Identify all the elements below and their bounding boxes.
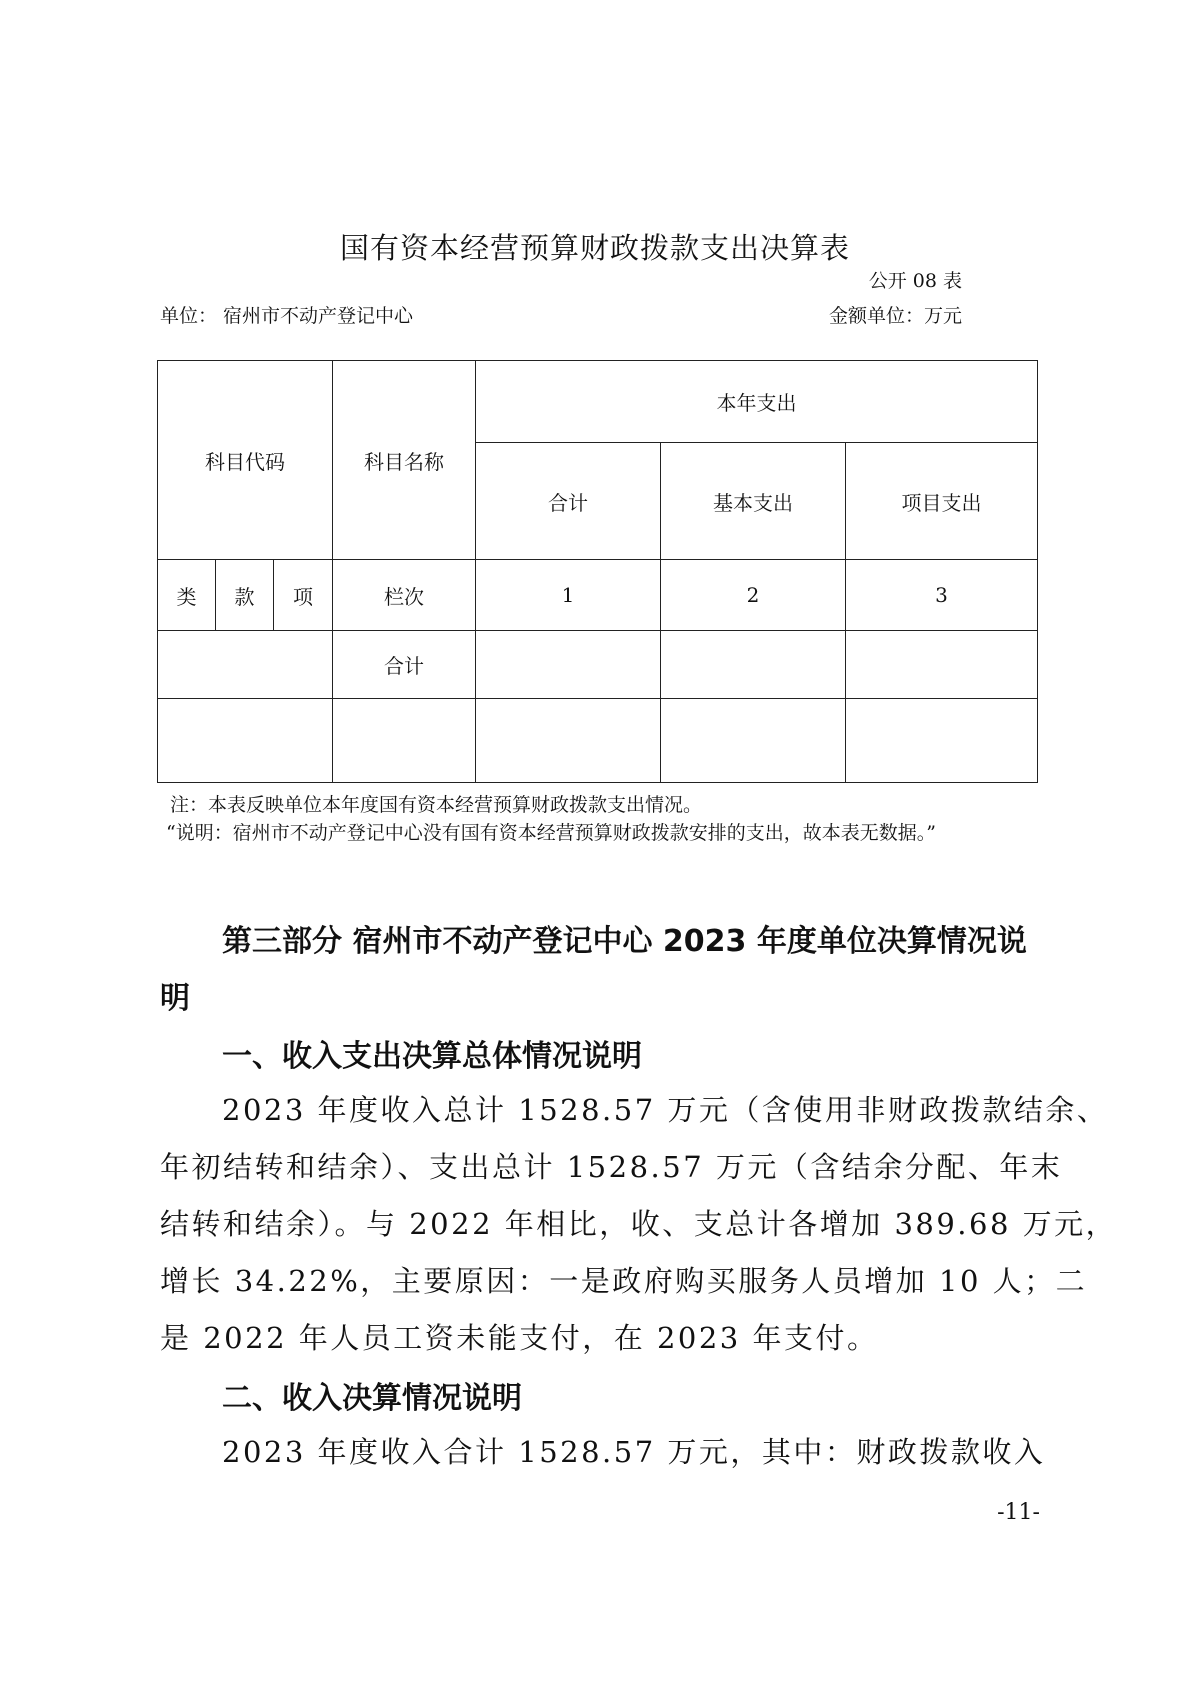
- paragraph-line: 2023 年度收入合计 1528.57 万元，其中：财政拨款收入: [222, 1435, 1046, 1469]
- column-number-1: 1: [476, 560, 661, 631]
- basic-expenditure-header: 基本支出: [661, 443, 846, 560]
- form-number: 公开 08 表: [868, 270, 962, 292]
- project-expenditure-header: 项目支出: [846, 443, 1038, 560]
- table-note: 注：本表反映单位本年度国有资本经营预算财政拨款支出情况。: [170, 794, 703, 816]
- table-row: [158, 631, 1038, 699]
- page-number: -11-: [997, 1500, 1040, 1525]
- empty-row-basic: [661, 699, 846, 783]
- year-expenditure-header: 本年支出: [476, 361, 1038, 443]
- paragraph-line: 年初结转和结余）、支出总计 1528.57 万元（含结余分配、年末: [160, 1150, 1063, 1184]
- total-row-project: [846, 631, 1038, 699]
- table-title: 国有资本经营预算财政拨款支出决算表: [339, 231, 850, 265]
- empty-row-code: [158, 699, 333, 783]
- empty-row-name: [333, 699, 476, 783]
- empty-row-project: [846, 699, 1038, 783]
- class-label: 类: [158, 560, 216, 631]
- subject-name-header: 科目名称: [333, 361, 476, 560]
- column-index-label: 栏次: [333, 560, 476, 631]
- table-row: [158, 699, 1038, 783]
- total-row-basic: [661, 631, 846, 699]
- paragraph-line: 2023 年度收入总计 1528.57 万元（含使用非财政拨款结余、: [222, 1093, 1109, 1127]
- column-number-2: 2: [661, 560, 846, 631]
- section-label: 款: [216, 560, 274, 631]
- total-row-label: 合计: [333, 631, 476, 699]
- paragraph-line: 是 2022 年人员工资未能支付，在 2023 年支付。: [160, 1321, 879, 1355]
- total-row-code: [158, 631, 333, 699]
- total-row-total: [476, 631, 661, 699]
- section-heading-2: 二、收入决算情况说明: [222, 1381, 522, 1416]
- section-heading-1: 一、收入支出决算总体情况说明: [222, 1039, 642, 1074]
- paragraph-line: 结转和结余）。与 2022 年相比，收、支总计各增加 389.68 万元，: [160, 1207, 1118, 1241]
- amount-unit: 金额单位：万元: [828, 305, 962, 327]
- part-heading-continued: 明: [160, 981, 190, 1016]
- part-heading: 第三部分 宿州市不动产登记中心 2023 年度单位决算情况说: [222, 924, 1027, 959]
- total-header: 合计: [476, 443, 661, 560]
- column-number-3: 3: [846, 560, 1038, 631]
- subject-code-header: 科目代码: [158, 361, 333, 560]
- table-explanation: “说明：宿州市不动产登记中心没有国有资本经营预算财政拨款安排的支出，故本表无数据。”: [166, 822, 936, 844]
- expenditure-table: [157, 360, 1038, 783]
- item-label: 项: [274, 560, 333, 631]
- paragraph-line: 增长 34.22%，主要原因：一是政府购买服务人员增加 10 人；二: [160, 1264, 1088, 1298]
- unit-label: 单位： 宿州市不动产登记中心: [160, 305, 414, 327]
- empty-row-total: [476, 699, 661, 783]
